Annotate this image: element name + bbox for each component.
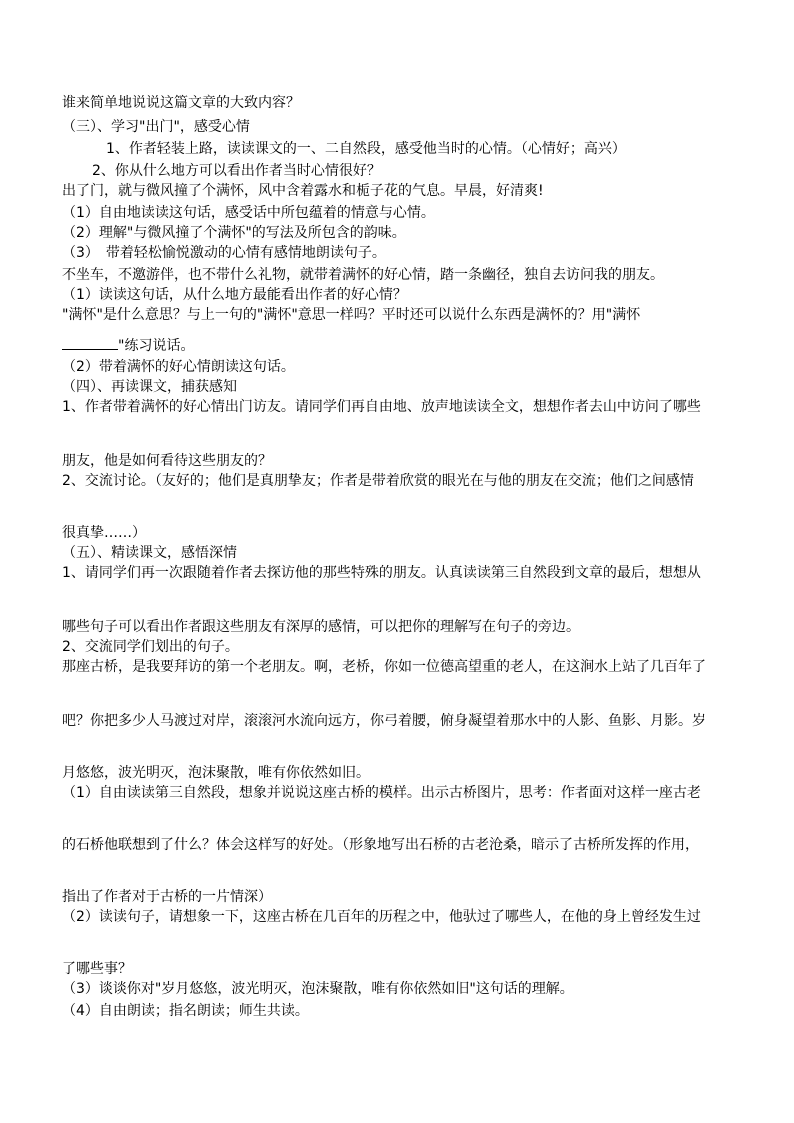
- section-5-heading: （五）、精读课文，感悟深情: [62, 545, 237, 561]
- item-1-continued-2: 指出了作者对于古桥的一片情深）: [62, 889, 272, 905]
- step-1-continued: 朋友，他是如何看待这些朋友的？: [62, 453, 272, 469]
- quote-old-bridge: 那座古桥，是我要拜访的第一个老朋友。啊，老桥，你如一位德高望重的老人，在这涧水上站了几百年了: [62, 659, 706, 675]
- step-2-question: 2、你从什么地方可以看出作者当时心情很好？: [92, 163, 381, 179]
- section-4-heading: （四）、再读课文，捕获感知: [62, 379, 237, 395]
- question-manhuai: "满怀"是什么意思？与上一句的"满怀"意思一样吗？平时还可以说什么东西是满怀的？用"满怀: [62, 307, 641, 323]
- item-4-read-aloud: （4）自由朗读；指名朗读；师生共读。: [62, 1003, 309, 1019]
- practice-line: [62, 336, 742, 355]
- item-1-read-sentence: （1）读读这句话，从什么地方最能看出作者的好心情？: [62, 287, 407, 303]
- quote-breeze: 出了门，就与微风撞了个满怀，风中含着露水和栀子花的气息。早晨，好清爽!: [62, 183, 544, 199]
- step-1-visit: 1、作者带着满怀的好心情出门访友。请同学们再自由地、放声地读读全文，想想作者去山中访问了哪些: [62, 399, 701, 415]
- item-2-understand: （2）理解"与微风撞了个满怀"的写法及所包含的韵味。: [62, 225, 406, 241]
- step-1-read: 1、作者轻装上路，读读课文的一、二自然段，感受他当时的心情。（心情好；高兴）: [106, 141, 626, 157]
- item-2-continued: 了哪些事？: [62, 961, 132, 977]
- quote-old-bridge-3: 月悠悠，波光明灭，泡沫聚散，唯有你依然如旧。: [62, 765, 370, 781]
- item-1-free-read: （1）自由地读读这句话，感受话中所包蕴着的情意与心情。: [62, 205, 435, 221]
- item-1-continued: 的石桥他联想到了什么？体会这样写的好处。（形象地写出石桥的古老沧桑，暗示了古桥所发挥的作用，: [62, 837, 699, 853]
- quote-old-bridge-2: 吧？你把多少人马渡过对岸，滚滚河水流向远方，你弓着腰，俯身凝望着那水中的人影、鱼影、月影。岁: [62, 713, 706, 729]
- item-1-imagine-bridge: （1）自由读读第三自然段，想象并说说这座古桥的模样。出示古桥图片，思考：作者面对这样一座古老: [62, 785, 701, 801]
- line-summary-question: 谁来简单地说说这篇文章的大致内容？: [62, 95, 300, 111]
- practice-text: "练习说话。: [118, 338, 195, 354]
- item-2-read-mood: （2）带着满怀的好心情朗读这句话。: [62, 359, 295, 375]
- item-2-imagine-history: （2）读读句子，请想象一下，这座古桥在几百年的历程之中，他驮过了哪些人，在他的身上曾经发生过: [62, 909, 701, 925]
- quote-no-car: 不坐车，不邀游伴，也不带什么礼物，就带着满怀的好心情，踏一条幽径，独自去访问我的朋友。: [62, 267, 664, 283]
- step-2-share: 2、交流同学们划出的句子。: [62, 639, 239, 655]
- step-1-explore: 1、请同学们再一次跟随着作者去探访他的那些特殊的朋友。认真读读第三自然段到文章的最后，想想从: [62, 565, 701, 581]
- section-3-heading: （三）、学习"出门"，感受心情: [62, 119, 250, 135]
- fill-blank: [62, 336, 118, 350]
- step-2-discuss: 2、交流讨论。（友好的；他们是真朋挚友；作者是带着欣赏的眼光在与他的朋友在交流；他们之间感情: [62, 473, 694, 489]
- step-1-explore-continued: 哪些句子可以看出作者跟这些朋友有深厚的感情，可以把你的理解写在句子的旁边。: [62, 619, 580, 635]
- item-3-emotion-read: （3） 带着轻松愉悦激动的心情有感情地朗读句子。: [62, 245, 386, 261]
- step-2-continued: 很真挚……）: [62, 525, 146, 541]
- item-3-discuss: （3）谈谈你对"岁月悠悠，波光明灭，泡沫聚散，唯有你依然如旧"这句话的理解。: [62, 981, 574, 997]
